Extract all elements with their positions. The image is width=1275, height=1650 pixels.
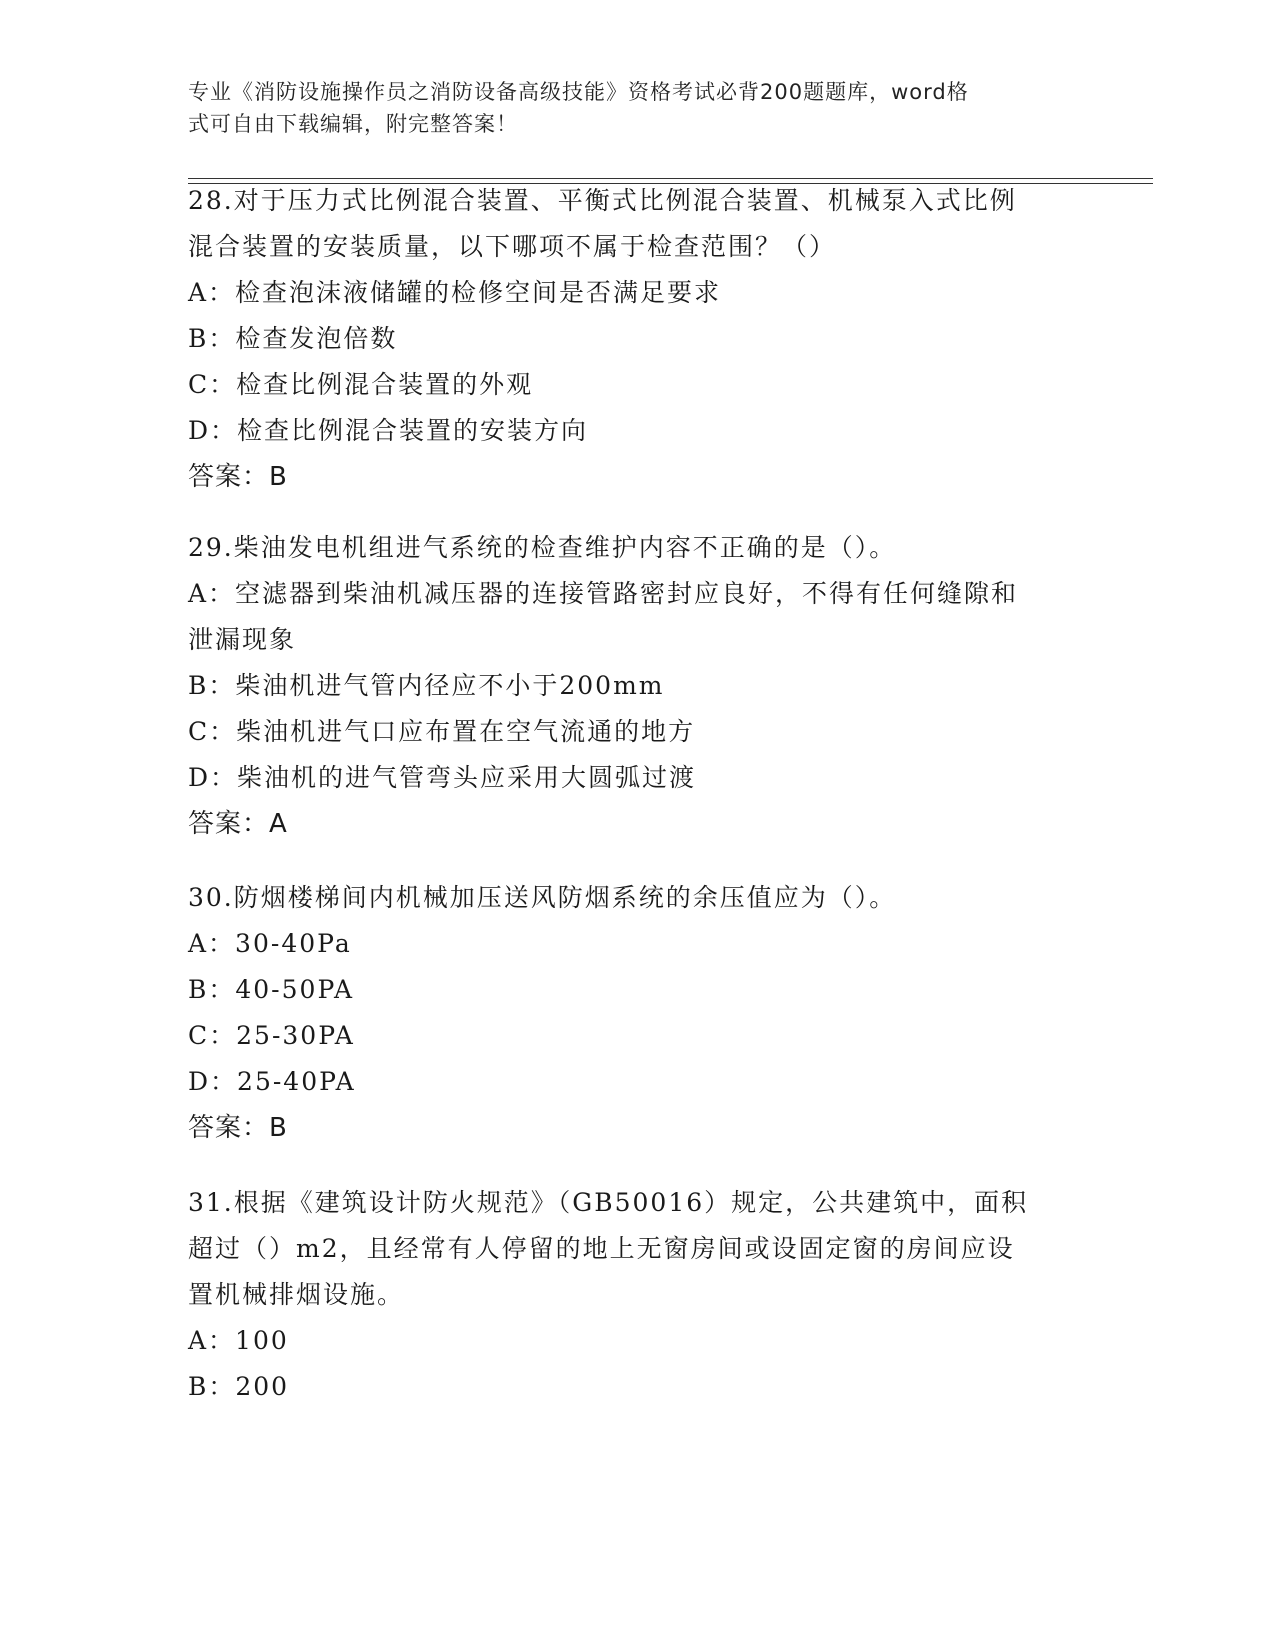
option-a: A：空滤器到柴油机减压器的连接管路密封应良好，不得有任何缝隙和 — [188, 579, 1019, 608]
header-line-2: 式可自由下载编辑，附完整答案！ — [188, 112, 518, 136]
option-a: A：30-40Pa — [188, 929, 352, 958]
question-30 — [188, 875, 1088, 1151]
option-b: B：柴油机进气管内径应不小于200mm — [188, 671, 665, 700]
question-text: 混合装置的安装质量，以下哪项不属于检查范围？（） — [188, 232, 837, 261]
option-c: C：柴油机进气口应布置在空气流通的地方 — [188, 717, 696, 746]
question-text: 31.根据《建筑设计防火规范》（GB50016）规定，公共建筑中，面积 — [188, 1188, 1029, 1217]
header-line-1: 专业《消防设施操作员之消防设备高级技能》资格考试必背200题题库，word格 — [188, 80, 969, 104]
document-header — [188, 76, 1068, 140]
option-b: B：检查发泡倍数 — [188, 324, 398, 353]
option-d: D：25-40PA — [188, 1067, 356, 1096]
option-b: B：200 — [188, 1372, 290, 1401]
question-31 — [188, 1180, 1088, 1410]
answer-label: 答案：B — [188, 462, 288, 492]
answer-label: 答案：A — [188, 809, 288, 839]
option-b: B：40-50PA — [188, 975, 355, 1004]
option-d: D：柴油机的进气管弯头应采用大圆弧过渡 — [188, 763, 697, 792]
question-text: 28.对于压力式比例混合装置、平衡式比例混合装置、机械泵入式比例 — [188, 186, 1017, 215]
question-text: 超过（）m2，且经常有人停留的地上无窗房间或设固定窗的房间应设 — [188, 1234, 1015, 1263]
option-a-continued: 泄漏现象 — [188, 625, 297, 654]
option-c: C：25-30PA — [188, 1021, 355, 1050]
answer-label: 答案：B — [188, 1113, 288, 1143]
question-text: 30.防烟楼梯间内机械加压送风防烟系统的余压值应为（）。 — [188, 883, 897, 912]
option-a: A：100 — [188, 1326, 289, 1355]
question-text: 29.柴油发电机组进气系统的检查维护内容不正确的是（）。 — [188, 533, 897, 562]
question-text: 置机械排烟设施。 — [188, 1280, 405, 1309]
option-a: A：检查泡沫液储罐的检修空间是否满足要求 — [188, 278, 722, 307]
option-c: C：检查比例混合装置的外观 — [188, 370, 534, 399]
question-29 — [188, 525, 1088, 847]
option-d: D：检查比例混合装置的安装方向 — [188, 416, 589, 445]
question-28 — [188, 178, 1088, 500]
